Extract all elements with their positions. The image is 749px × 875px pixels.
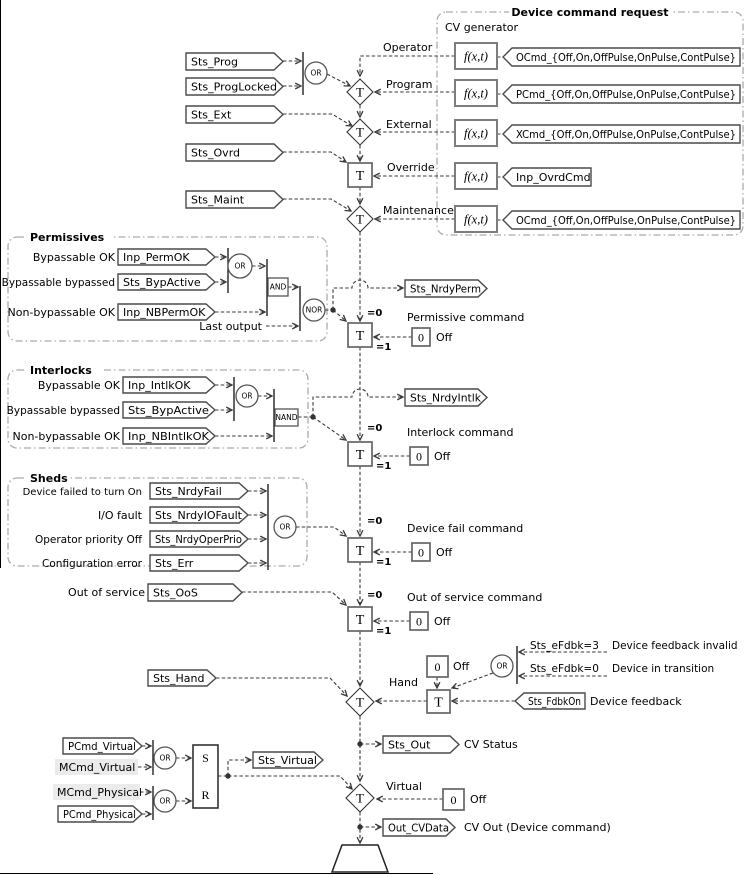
gate-label-nor: NOR: [305, 305, 323, 315]
output-trapezoid: [332, 845, 388, 872]
tag-label-sts-proglocked: Sts_ProgLocked: [191, 80, 277, 94]
connector-line: [283, 114, 352, 126]
container-title-device-command-request: Device command request: [511, 6, 669, 19]
junction-dot: [225, 773, 230, 778]
label-bypassable-bypassed: Bypassable bypassed: [6, 405, 120, 417]
tag-label-sts-oos: Sts_OoS: [153, 586, 198, 600]
tag-label-sts-err: Sts_Err: [155, 557, 194, 570]
transfer-block-label: T: [355, 169, 365, 184]
gate-label-nand: NAND: [275, 413, 298, 423]
junction-dot: [310, 414, 315, 419]
transfer-block-label: T: [355, 448, 365, 463]
label-1: =1: [376, 626, 392, 637]
label-cv-out-device-command: CV Out (Device command): [464, 821, 611, 834]
selector-diamond-label: T: [356, 790, 364, 806]
label-cv-status: CV Status: [464, 738, 518, 751]
zero-constant-label: 0: [416, 449, 422, 464]
label-operator: Operator: [383, 41, 433, 54]
label-off: Off: [434, 615, 451, 628]
label-last-output: Last output: [199, 320, 262, 333]
label-1: =1: [376, 557, 392, 568]
label-off: Off: [434, 450, 451, 463]
tag-label-sts-hand: Sts_Hand: [153, 672, 205, 685]
tag-label-xcmd-off-on-offpulse-onpulse-contpulse: XCmd_{Off,On,OffPulse,OnPulse,ContPulse}: [516, 128, 736, 141]
selector-diamond-label: T: [356, 211, 364, 227]
connector-line: [452, 673, 493, 688]
container-title-permissives: Permissives: [30, 231, 105, 244]
connector-line: [333, 280, 403, 310]
tag-label-ocmd-off-on-offpulse-onpulse-contpulse: OCmd_{Off,On,OffPulse,OnPulse,ContPulse}: [516, 214, 736, 227]
gate-label-or: OR: [279, 522, 291, 532]
tag-label-pcmd-virtual: PCmd_Virtual: [68, 740, 136, 753]
tag-label-ocmd-off-on-offpulse-onpulse-contpulse: OCmd_{Off,On,OffPulse,OnPulse,ContPulse}: [516, 51, 736, 64]
label-non-bypassable-ok: Non-bypassable OK: [7, 306, 115, 319]
label-1: =1: [376, 342, 392, 353]
zero-constant-label: 0: [418, 330, 424, 345]
label-off: Off: [436, 331, 453, 344]
label-bypassable-bypassed: Bypassable bypassed: [1, 277, 115, 289]
connector-line: [296, 527, 346, 536]
tag-label-sts-ovrd: Sts_Ovrd: [191, 146, 241, 160]
connector-line: [360, 56, 455, 76]
fx-block-label: f(x,t): [464, 49, 488, 64]
zero-constant-label: 0: [450, 793, 457, 807]
tag-label-sts-maint: Sts_Maint: [191, 193, 245, 207]
tag-label-inp-ovrdcmd: Inp_OvrdCmd: [516, 171, 591, 184]
tag-label-pcmd-off-on-offpulse-onpulse-contpulse: PCmd_{Off,On,OffPulse,OnPulse,ContPulse}: [516, 88, 736, 101]
label-operator-priority-off: Operator priority Off: [34, 534, 142, 546]
tag-label-sts-fdbkon: Sts_FdbkOn: [528, 695, 582, 708]
tag-label-inp-nbintlkok: Inp_NBIntlkOK: [128, 430, 210, 443]
connector-line: [228, 776, 352, 789]
connector-line: [228, 760, 251, 776]
gate-label-or: OR: [159, 753, 171, 763]
connector-line: [313, 389, 403, 417]
tag-label-sts-nrdyfail: Sts_NrdyFail: [155, 485, 222, 498]
label-non-bypassable-ok: Non-bypassable OK: [12, 430, 120, 443]
junction-dot: [357, 824, 362, 829]
tag-label-sts-nrdyperm: Sts_NrdyPerm: [410, 282, 481, 296]
gate-label-or: OR: [159, 796, 171, 806]
label-out-of-service-command: Out of service command: [407, 591, 543, 604]
connector-line: [327, 74, 350, 86]
tag-label-sts-prog: Sts_Prog: [191, 55, 238, 69]
label-device-feedback: Device feedback: [590, 695, 682, 708]
tag-label-sts-out: Sts_Out: [388, 738, 431, 752]
label-device-fail-command: Device fail command: [407, 522, 524, 535]
label-off: Off: [470, 793, 487, 806]
label-permissive-command: Permissive command: [407, 311, 525, 324]
gray-tag-label-mcmd-physical: MCmd_Physical: [57, 786, 143, 799]
zero-constant-label: 0: [434, 660, 441, 674]
tag-label-out-cvdata: Out_CVData: [388, 821, 449, 835]
tag-label-sts-bypactive: Sts_BypActive: [128, 404, 210, 417]
gate-label-or: OR: [234, 261, 246, 271]
label-sts-efdbk-3: Sts_eFdbk=3: [530, 640, 599, 652]
zero-constant-label: 0: [418, 545, 424, 560]
label-off: Off: [453, 660, 470, 673]
label-device-failed-to-turn-on: Device failed to turn On: [22, 487, 142, 498]
gate-label-or: OR: [496, 661, 508, 671]
fx-block-label: f(x,t): [464, 126, 488, 141]
tag-label-sts-nrdyoperprio: Sts_NrdyOperPrio: [155, 533, 243, 546]
tag-label-pcmd-physical: PCmd_Physical: [63, 808, 136, 821]
label-device-in-transition: Device in transition: [612, 663, 715, 675]
tag-label-sts-nrdyintlk: Sts_NrdyIntlk: [410, 391, 482, 405]
label-virtual: Virtual: [386, 780, 422, 793]
fx-block-label: f(x,t): [464, 212, 488, 227]
sr-latch-reset-label: R: [201, 788, 210, 802]
junction-dot: [330, 307, 335, 312]
tag-label-inp-nbpermok: Inp_NBPermOK: [123, 306, 206, 319]
selector-diamond-label: T: [356, 694, 364, 710]
label-configuration-error: Configuration error: [42, 558, 142, 570]
gray-tag-label-mcmd-virtual: MCmd_Virtual: [59, 761, 136, 774]
gate-label-or: OR: [241, 391, 253, 401]
label-i-o-fault: I/O fault: [97, 509, 142, 522]
connector-line: [216, 678, 347, 696]
transfer-block-label: T: [355, 613, 365, 628]
connector-line: [242, 592, 346, 605]
label-0: =0: [367, 308, 383, 319]
label-sts-efdbk-0: Sts_eFdbk=0: [530, 663, 599, 675]
label-0: =0: [367, 423, 383, 434]
connector-line: [283, 152, 346, 162]
container-title-sheds: Sheds: [30, 472, 68, 485]
gate-label-and: AND: [269, 282, 287, 292]
label-program: Program: [386, 78, 433, 91]
label-cv-generator: CV generator: [445, 21, 519, 34]
transfer-block-label: T: [355, 544, 365, 559]
fx-block-label: f(x,t): [464, 86, 488, 101]
container-title-interlocks: Interlocks: [30, 364, 92, 377]
label-hand: Hand: [389, 676, 418, 689]
label-external: External: [386, 118, 432, 131]
gate-label-or: OR: [310, 68, 322, 78]
transfer-block-label: T: [355, 329, 365, 344]
label-0: =0: [367, 516, 383, 527]
label-1: =1: [376, 461, 392, 472]
label-device-feedback-invalid: Device feedback invalid: [612, 640, 738, 652]
connector-line: [283, 199, 351, 211]
label-bypassable-ok: Bypassable OK: [37, 379, 120, 392]
label-interlock-command: Interlock command: [407, 426, 514, 439]
tag-label-sts-nrdyiofault: Sts_NrdyIOFault: [155, 509, 243, 522]
selector-diamond-label: T: [356, 84, 364, 100]
sr-latch-set-label: S: [202, 751, 209, 765]
tag-label-sts-virtual: Sts_Virtual: [258, 754, 317, 767]
tag-label-sts-ext: Sts_Ext: [191, 108, 232, 122]
selector-diamond-label: T: [356, 124, 364, 140]
label-out-of-service: Out of service: [68, 586, 145, 599]
label-0: =0: [367, 590, 383, 601]
transfer-block-label: T: [434, 695, 443, 711]
tag-label-inp-permok: Inp_PermOK: [123, 251, 190, 264]
label-maintenance: Maintenance: [383, 204, 454, 217]
connector-line: [313, 417, 346, 440]
label-bypassable-ok: Bypassable OK: [32, 251, 115, 264]
label-override: Override: [387, 161, 435, 174]
junction-dot: [357, 741, 362, 746]
zero-constant-label: 0: [416, 614, 422, 629]
tag-label-sts-bypactive: Sts_BypActive: [123, 276, 201, 289]
tag-label-inp-intlkok: Inp_IntlkOK: [128, 379, 191, 392]
fx-block-label: f(x,t): [464, 169, 488, 184]
label-off: Off: [436, 546, 453, 559]
